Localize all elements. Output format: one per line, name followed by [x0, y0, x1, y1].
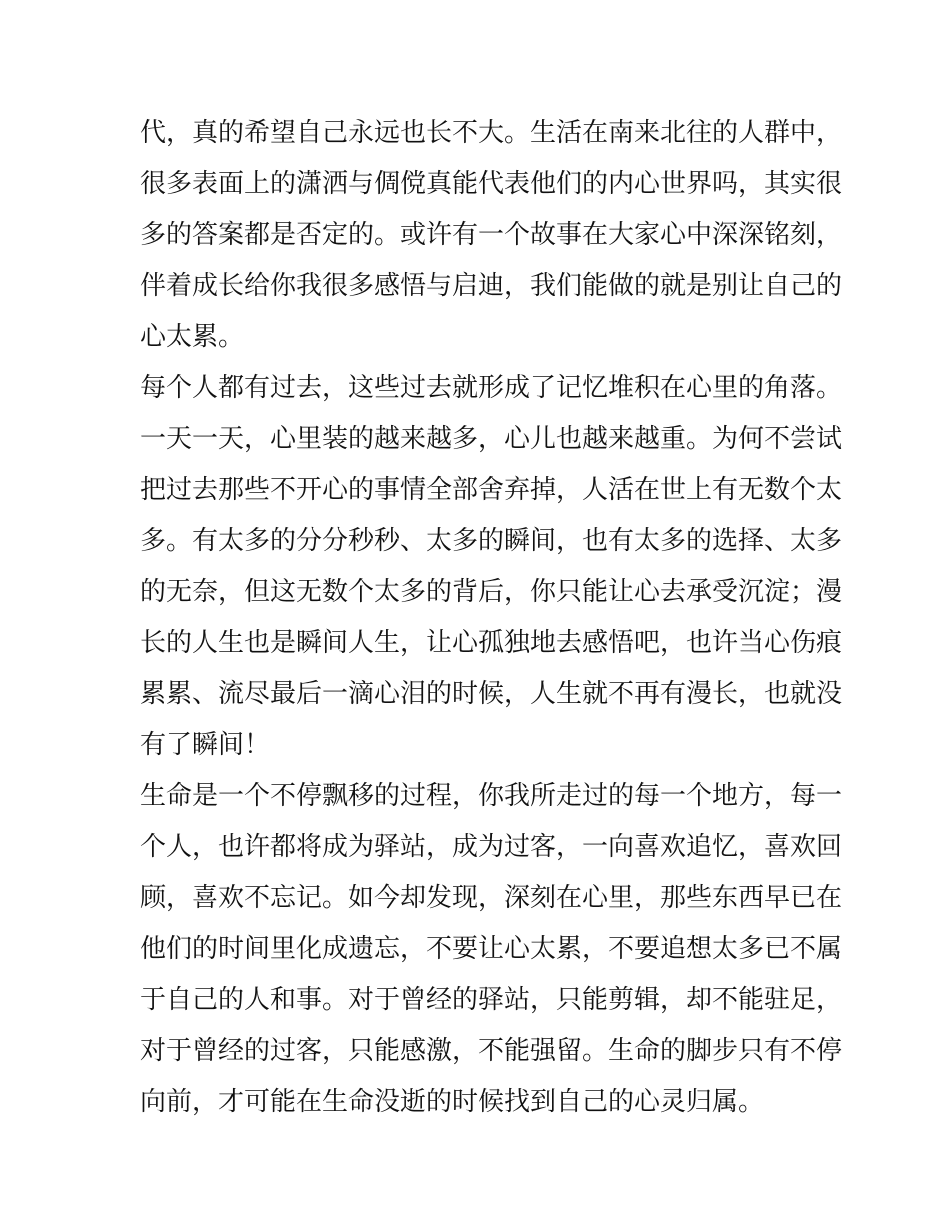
text-line: 个人，也许都将成为驿站，成为过客，一向喜欢追忆，喜欢回 [140, 832, 843, 862]
text-line: 每个人都有过去，这些过去就形成了记忆堆积在心里的角落。 [140, 373, 843, 403]
text-line: 的无奈，但这无数个太多的背后，你只能让心去承受沉淀；漫 [140, 577, 843, 607]
text-line: 于自己的人和事。对于曾经的驿站，只能剪辑，却不能驻足， [140, 985, 843, 1015]
text-line: 伴着成长给你我很多感悟与启迪，我们能做的就是别让自己的 [140, 271, 843, 301]
text-line: 生命是一个不停飘移的过程，你我所走过的每一个地方，每一 [140, 781, 843, 811]
text-line: 对于曾经的过客，只能感激，不能强留。生命的脚步只有不停 [140, 1036, 843, 1066]
text-line: 心太累。 [140, 322, 245, 352]
text-line: 多的答案都是否定的。或许有一个故事在大家心中深深铭刻， [140, 220, 843, 250]
text-line: 长的人生也是瞬间人生，让心孤独地去感悟吧，也许当心伤痕 [140, 628, 843, 658]
text-line: 有了瞬间！ [140, 730, 271, 760]
body-text [140, 108, 843, 1128]
text-line: 多。有太多的分分秒秒、太多的瞬间，也有太多的选择、太多 [140, 526, 843, 556]
text-line: 把过去那些不开心的事情全部舍弃掉，人活在世上有无数个太 [140, 475, 843, 505]
text-line: 顾，喜欢不忘记。如今却发现，深刻在心里，那些东西早已在 [140, 883, 843, 913]
text-line: 他们的时间里化成遗忘，不要让心太累，不要追想太多已不属 [140, 934, 843, 964]
text-line: 一天一天，心里装的越来越多，心儿也越来越重。为何不尝试 [140, 424, 843, 454]
text-line: 累累、流尽最后一滴心泪的时候，人生就不再有漫长，也就没 [140, 679, 843, 709]
text-line: 很多表面上的潇洒与倜傥真能代表他们的内心世界吗，其实很 [140, 169, 843, 199]
text-line: 代，真的希望自己永远也长不大。生活在南来北往的人群中， [140, 118, 843, 148]
text-line: 向前，才可能在生命没逝的时候找到自己的心灵归属。 [140, 1087, 765, 1117]
